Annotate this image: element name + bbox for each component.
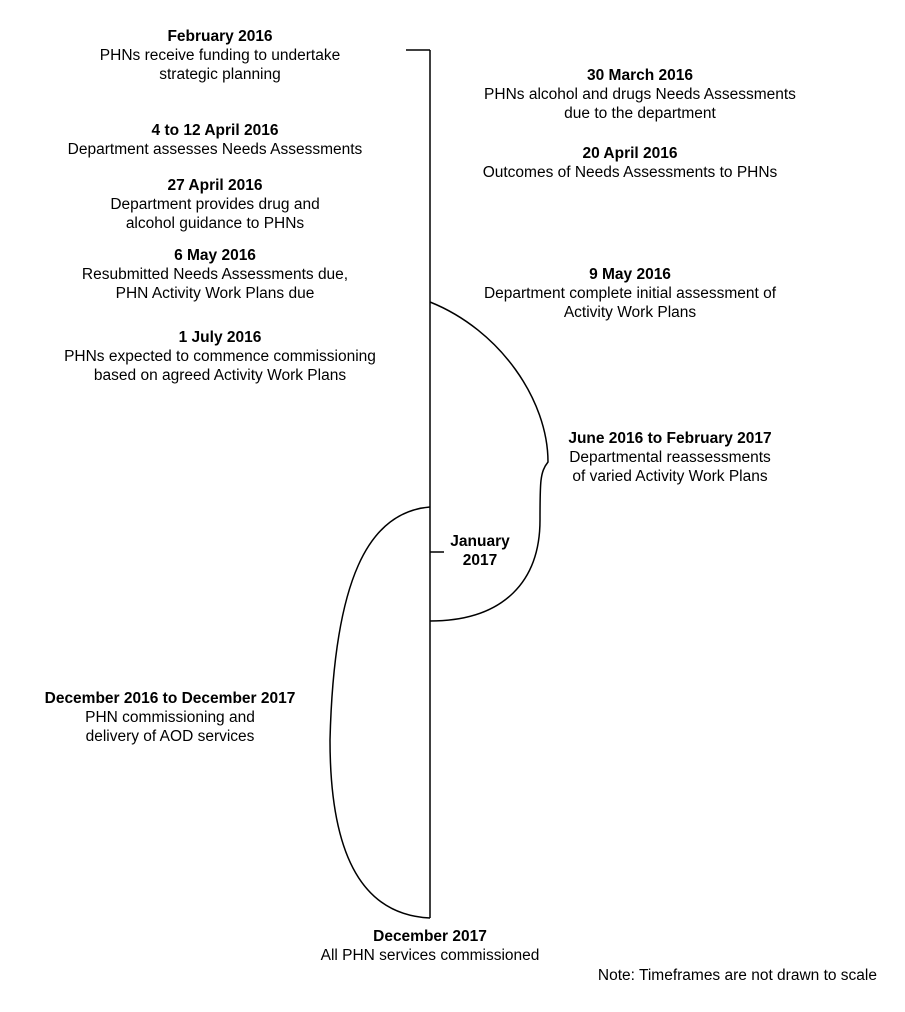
event-description: PHNs receive funding to undertake strategic planning	[99, 47, 341, 83]
event-description: Outcomes of Needs Assessments to PHNs	[482, 164, 778, 181]
event-4-to-12-april-2016	[35, 121, 395, 159]
event-1-july-2016	[20, 328, 420, 385]
event-6-may-2016	[45, 246, 385, 303]
event-date: February 2016	[167, 28, 273, 45]
commissioning-period-bracket	[330, 507, 430, 918]
event-date: 30 March 2016	[587, 67, 693, 84]
event-30-march-2016	[445, 66, 835, 123]
event-date: 1 July 2016	[178, 329, 262, 346]
reassessment-period-bracket	[430, 302, 548, 621]
event-date: 9 May 2016	[589, 266, 671, 283]
event-description: Departmental reassessments of varied Activity Work Plans	[569, 449, 771, 485]
event-june-2016-to-february-2017	[540, 429, 800, 486]
event-date: 27 April 2016	[167, 177, 263, 194]
event-description: PHN commissioning and delivery of AOD services	[85, 709, 255, 745]
event-description: PHNs alcohol and drugs Needs Assessments due to the department	[484, 86, 796, 122]
event-description: PHNs expected to commence commissioning based on agreed Activity Work Plans	[64, 348, 376, 384]
event-date: 20 April 2016	[582, 145, 678, 162]
marker-january-2017	[440, 532, 520, 570]
event-27-april-2016	[60, 176, 370, 233]
event-date: 4 to 12 April 2016	[151, 122, 279, 139]
event-december-2016-to-december-2017	[10, 689, 330, 746]
event-february-2016	[60, 27, 380, 84]
marker-line-2: 2017	[462, 552, 498, 569]
event-description: Department complete initial assessment of Activity Work Plans	[483, 285, 777, 321]
event-date: 6 May 2016	[174, 247, 256, 264]
event-date: June 2016 to February 2017	[568, 430, 772, 447]
marker-line-1: January	[450, 533, 510, 550]
event-date: December 2017	[373, 928, 487, 945]
event-9-may-2016	[445, 265, 815, 322]
event-date: December 2016 to December 2017	[44, 690, 296, 707]
event-description: Department provides drug and alcohol guidance to PHNs	[110, 196, 320, 232]
event-december-2017	[280, 927, 580, 965]
event-description: Department assesses Needs Assessments	[67, 141, 363, 158]
event-description: Resubmitted Needs Assessments due, PHN Activity Work Plans due	[81, 266, 349, 302]
scale-note: Note: Timeframes are not drawn to scale	[597, 967, 877, 984]
event-description: All PHN services commissioned	[320, 947, 540, 964]
event-20-april-2016	[445, 144, 815, 182]
